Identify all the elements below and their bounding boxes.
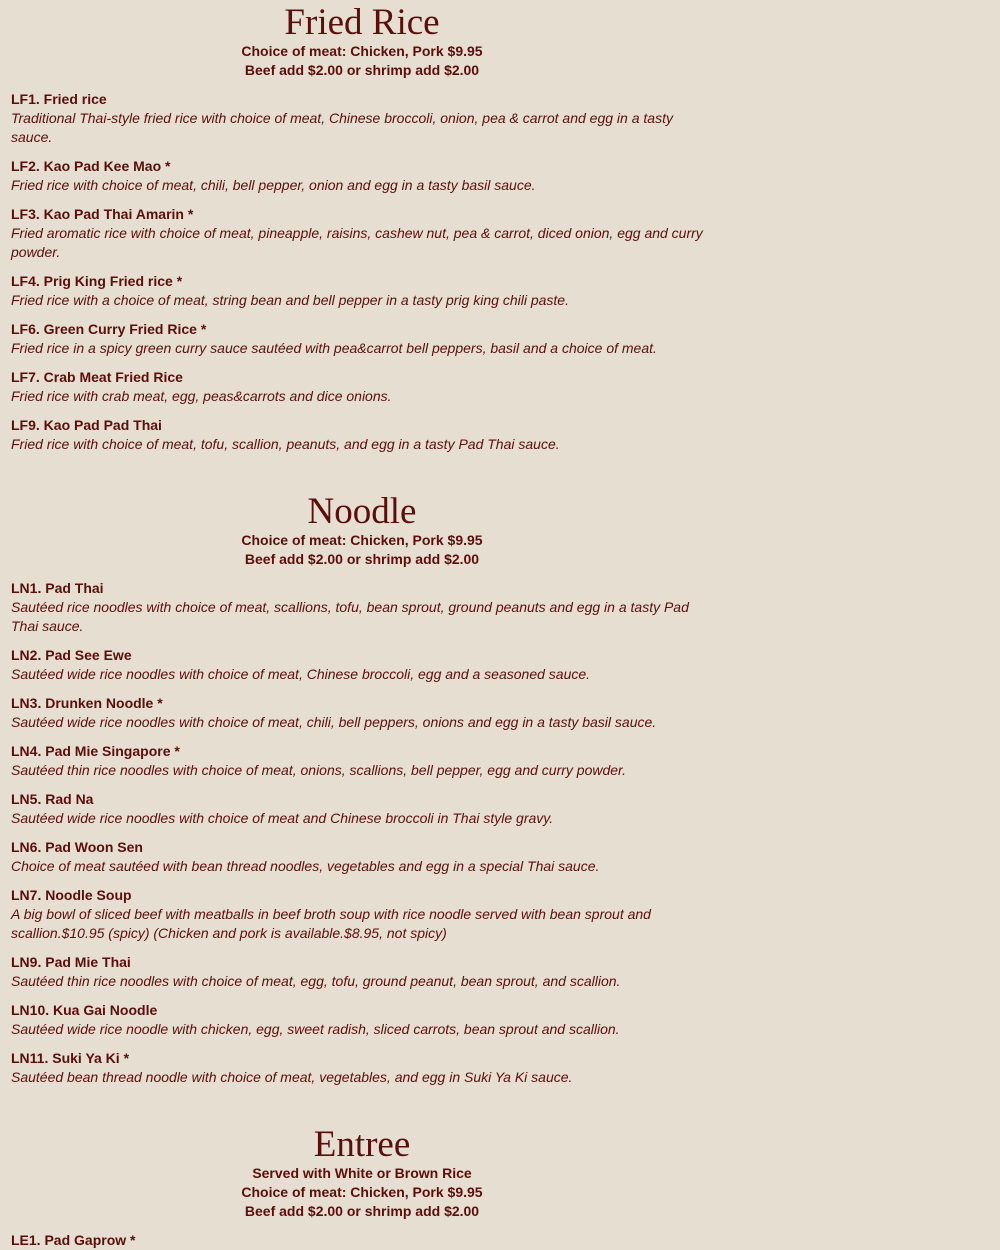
item-name: LN1. Pad Thai xyxy=(11,580,104,596)
price-line-1: Choice of meat: Chicken, Pork $9.95 xyxy=(241,532,483,548)
menu-item xyxy=(11,646,714,684)
menu-item xyxy=(11,953,714,991)
fried-rice-items xyxy=(0,90,724,454)
item-name: LF9. Kao Pad Pad Thai xyxy=(11,417,162,433)
item-name: LN5. Rad Na xyxy=(11,791,94,807)
item-description: Sautéed thin rice noodles with choice of meat, egg, tofu, ground peanut, bean sprout, and scallion. xyxy=(11,973,621,989)
price-line-1: Choice of meat: Chicken, Pork $9.95 xyxy=(241,1184,483,1200)
menu-item xyxy=(11,368,714,406)
item-name: LF3. Kao Pad Thai Amarin * xyxy=(11,206,194,222)
item-description: Sautéed wide rice noodles with choice of meat, chili, bell peppers, onions and egg in a tasty basil sauce. xyxy=(11,714,657,730)
item-name: LE1. Pad Gaprow * xyxy=(11,1232,136,1248)
menu-item xyxy=(11,838,714,876)
menu-item xyxy=(11,320,714,358)
price-line-2: Beef add $2.00 or shrimp add $2.00 xyxy=(244,62,480,78)
noodle-items xyxy=(0,579,724,1087)
menu-item xyxy=(11,694,714,732)
menu-item xyxy=(11,272,714,310)
item-name: LN2. Pad See Ewe xyxy=(11,647,132,663)
menu-item xyxy=(11,205,714,262)
noodle-section xyxy=(0,493,724,1087)
item-description: Fried rice in a spicy green curry sauce sautéed with pea&carrot bell peppers, basil and a choice of meat. xyxy=(11,340,657,356)
section-title-entree: Entree xyxy=(313,1124,411,1165)
price-line-2: Beef add $2.00 or shrimp add $2.00 xyxy=(244,551,480,567)
section-title-fried-rice: Fried Rice xyxy=(284,2,440,43)
item-description: Fried aromatic rice with choice of meat, pineapple, raisins, cashew nut, pea & carrot, diced onion, egg and curry powder. xyxy=(11,225,703,260)
item-name: LF4. Prig King Fried rice * xyxy=(11,273,183,289)
item-description: Sautéed wide rice noodles with choice of meat and Chinese broccoli in Thai style gravy. xyxy=(11,810,554,826)
price-line-1: Choice of meat: Chicken, Pork $9.95 xyxy=(241,43,483,59)
menu-item xyxy=(11,1231,714,1250)
item-description: Fried rice with choice of meat, chili, bell pepper, onion and egg in a tasty basil sauce. xyxy=(11,177,536,193)
item-name: LN6. Pad Woon Sen xyxy=(11,839,143,855)
item-description: Fried rice with choice of meat, tofu, scallion, peanuts, and egg in a tasty Pad Thai sauce. xyxy=(11,436,560,452)
price-line-2: Beef add $2.00 or shrimp add $2.00 xyxy=(244,1203,480,1219)
served-line: Served with White or Brown Rice xyxy=(252,1165,472,1181)
section-title-noodle: Noodle xyxy=(307,491,417,532)
item-name: LF2. Kao Pad Kee Mao * xyxy=(11,158,171,174)
item-description: Sautéed wide rice noodle with chicken, egg, sweet radish, sliced carrots, bean sprout and scallion. xyxy=(11,1021,620,1037)
item-description: Sautéed wide rice noodles with choice of meat, Chinese broccoli, egg and a seasoned sauce. xyxy=(11,666,591,682)
item-description: Sautéed bean thread noodle with choice of meat, vegetables, and egg in Suki Ya Ki sauce. xyxy=(11,1069,573,1085)
menu-item xyxy=(11,742,714,780)
item-description: Sautéed rice noodles with choice of meat, scallions, tofu, bean sprout, ground peanuts and egg in a tasty Pad Thai sauce. xyxy=(11,599,689,634)
entree-items xyxy=(0,1231,724,1250)
item-description: Traditional Thai-style fried rice with choice of meat, Chinese broccoli, onion, pea & carrot and egg in a tasty sauce. xyxy=(11,110,673,145)
item-name: LN9. Pad Mie Thai xyxy=(11,954,131,970)
menu-item xyxy=(11,157,714,195)
item-name: LN3. Drunken Noodle * xyxy=(11,695,163,711)
item-description: Fried rice with a choice of meat, string bean and bell pepper in a tasty prig king chili paste. xyxy=(11,292,569,308)
item-name: LN11. Suki Ya Ki * xyxy=(11,1050,130,1066)
fried-rice-section xyxy=(0,0,724,454)
menu-item xyxy=(11,886,714,943)
item-name: LF1. Fried rice xyxy=(11,91,107,107)
menu-item xyxy=(11,1001,714,1039)
item-name: LF6. Green Curry Fried Rice * xyxy=(11,321,207,337)
entree-section xyxy=(0,1126,724,1250)
item-name: LN4. Pad Mie Singapore * xyxy=(11,743,180,759)
item-name: LN10. Kua Gai Noodle xyxy=(11,1002,158,1018)
menu-item xyxy=(11,790,714,828)
item-name: LN7. Noodle Soup xyxy=(11,887,132,903)
item-name: LF7. Crab Meat Fried Rice xyxy=(11,369,183,385)
item-description: A big bowl of sliced beef with meatballs in beef broth soup with rice noodle served with bean sprout and scallion.$10.95 (spicy) (Chicken and pork is available.$8.95, not spicy) xyxy=(11,906,651,941)
item-description: Sautéed thin rice noodles with choice of meat, onions, scallions, bell pepper, egg and curry powder. xyxy=(11,762,627,778)
menu-item xyxy=(11,1049,714,1087)
item-description: Fried rice with crab meat, egg, peas&carrots and dice onions. xyxy=(11,388,392,404)
item-description: Choice of meat sautéed with bean thread noodles, vegetables and egg in a special Thai sauce. xyxy=(11,858,600,874)
menu-item xyxy=(11,90,714,147)
menu-item xyxy=(11,416,714,454)
menu-item xyxy=(11,579,714,636)
